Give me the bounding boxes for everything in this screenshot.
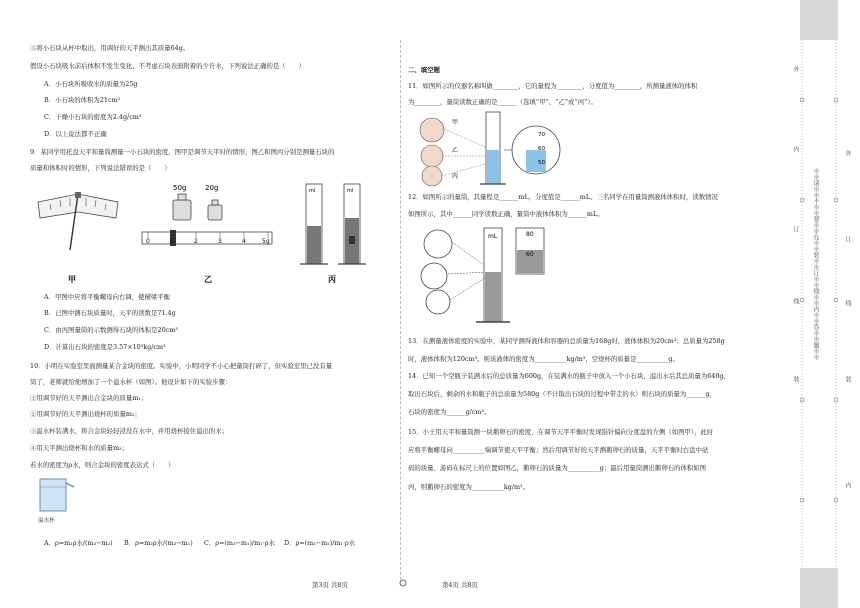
page-number-right: 第4页 共8页 <box>442 581 478 589</box>
q11-line1: 11．如图所示的仪器名称叫做________，它的量程为________，分度值为________，所测量液体的体积 <box>408 82 698 90</box>
gutter-bottom-band <box>800 568 838 608</box>
q10-stem-line2: 筒了，老师就给他增加了一个溢水杯（如图）。他设计如下的实验步骤： <box>30 378 232 386</box>
page-number-left: 第3页 共8页 <box>312 581 348 589</box>
weight-20g-label: 20g <box>205 184 219 192</box>
tick-5: 5g <box>262 238 270 245</box>
q8-option-d: D．以上说法都不正确 <box>44 130 107 138</box>
face-yi <box>421 145 443 167</box>
q12-figure <box>408 222 558 330</box>
q9-option-a: A．甲图中应将平衡螺母向右调，使横梁平衡 <box>44 293 171 301</box>
q11-label-jia: 甲 <box>452 119 459 126</box>
q14-line1: 14．已知一个空瓶子装满水后的总质量为600g，在装满水的瓶子中放入一个小石块，溢出水后其总质量为640g， <box>408 372 730 380</box>
tick-2: 2 <box>194 238 198 245</box>
q10-stem-line1: 10．小明在实验室里面测量某合金块的密度。实验中，小明同学不小心把量筒打碎了，但实验室里已没有量 <box>30 362 333 370</box>
q11-label-bing: 丙 <box>452 173 459 180</box>
q9-stem-line1: 9．某同学用托盘天平和量筒测量一小石块的密度，图甲是调节天平时的情形，图乙和图丙分别是测量石块的 <box>30 148 335 156</box>
tick-4: 4 <box>242 238 246 245</box>
q9-option-b: B．已图中测石块质量时，天平的读数是71.4g <box>44 309 176 317</box>
q10-option-a: A．ρ=m₁ρ水/(m₃−m₂) <box>44 539 113 547</box>
q11-scale-50: 50 <box>538 160 545 166</box>
tick-0: 0 <box>146 238 150 245</box>
q15-line4: 丙，则鹅卵石的密度为__________kg/m³。 <box>408 483 529 491</box>
q10-step5: 若水的密度为ρ水，则合金块的密度表达式（ ） <box>30 461 175 469</box>
face-jia <box>420 118 444 142</box>
binding-zhuang-right: 装 <box>844 376 851 382</box>
q12-face-mid <box>421 263 447 289</box>
q9-stem-line2: 质量和体积时的情形，下列说法错误的是（ ） <box>30 164 171 172</box>
q8-option-a: A．小石块所吸收水的质量为25g <box>44 80 138 88</box>
tick-3: 3 <box>218 238 222 245</box>
overflow-cup-caption: 溢水杯 <box>38 518 55 524</box>
q8-step3: ③将小石块从杯中取出，用调好的天平测出其质量64g。 <box>30 44 190 52</box>
q12-zoom-60: 60 <box>526 251 534 258</box>
q10-option-c: C．ρ=(m₃−m₁)/m₁·ρ水 <box>204 539 275 547</box>
q9-option-c: C．由丙图量筒的示数测得石块的体积是20cm³ <box>44 326 178 334</box>
q15-line3: 码的质量、游码在标尺上的位置如图乙，鹅卵石的质量为__________g；最后用量筒测出鹅卵石的体积如图 <box>408 464 707 472</box>
fig-label-jia: 甲 <box>68 275 76 284</box>
section-title: 二、填空题 <box>408 66 440 74</box>
q11-scale-70: 70 <box>538 132 545 138</box>
cylinder-b-unit: ml <box>347 188 354 194</box>
q11-label-yi: 乙 <box>452 147 459 154</box>
right-column <box>408 0 790 575</box>
q10-step4: ④用天平测出烧杯和水的质量m₃； <box>30 444 129 452</box>
q12-face-bottom <box>426 290 450 314</box>
q10-option-d: D．ρ=(m₃−m₂)/m₁·ρ水 <box>284 539 356 547</box>
binding-ding-right: 订 <box>844 236 851 242</box>
q10-option-b: B．ρ=m₂ρ水/(m₃−m₁) <box>124 539 193 547</box>
fig-label-bing: 丙 <box>328 275 336 284</box>
left-column <box>30 0 395 575</box>
column-divider <box>400 40 401 580</box>
q11-figure <box>408 110 568 188</box>
binding-xian-top: 线 <box>792 298 799 304</box>
weight-50g-label: 50g <box>173 184 187 192</box>
q12-line2: 如图所示，其中______同学读数正确，量筒中液体体积为______mL。 <box>408 210 604 218</box>
q10-step1: ①用调节好的天平测出合金块的质量m₁； <box>30 394 148 402</box>
q12-unit: mL <box>488 233 498 240</box>
q15-line2: 应将平衡螺母向__________端调节使天平平衡；然后用调节好的天平测鹅卵石的质量，天平平衡时右盘中砝 <box>408 446 709 454</box>
binding-zhuang-top: 装 <box>792 376 799 382</box>
binding-inner-right: 内 <box>844 482 851 488</box>
weight-20g <box>208 200 222 220</box>
center-circle-icon <box>398 578 408 588</box>
q12-line1: 12．如图所示的量筒，其量程是______mL，分度值是______mL。三名同学在用量筒测液体体积时，读数情况 <box>408 193 718 201</box>
q8-option-b: B．小石块的体积为21cm³ <box>44 96 121 104</box>
q9-figure <box>30 178 395 288</box>
q12-face-top <box>424 230 452 258</box>
q10-step3: ③溢水杯装满水，将合金块轻轻浸没在水中，并用烧杯接住溢出的水； <box>30 427 229 435</box>
q15-line1: 15．小王用天平和量筒测一块鹅卵石的密度，在调节天平平衡时发现指针偏向分度盘的左侧（如图甲），此时 <box>408 428 714 436</box>
q14-line2: 取出石块后，剩余的水和瓶子的总质量为580g（不计取出石块的过程中带走的水）则石块的质量为______g， <box>408 390 716 398</box>
q8-option-c: C．干燥小石块的密度为2.4g/cm³ <box>44 113 142 121</box>
face-bing <box>422 166 442 186</box>
q13-line2: 时，液体体积为120cm³。则该液体的密度为__________kg/m³，空烧杯的质量是__________g。 <box>408 355 679 363</box>
binding-warning: ※※请※※不※※要※※在※※装※※订※※线※※内※※答※※题※※ <box>812 168 819 360</box>
binding-inner-top: 内 <box>792 146 799 152</box>
binding-xian-right: 线 <box>844 300 851 306</box>
q11-scale-60: 60 <box>538 146 545 152</box>
q13-line1: 13．在测量液体密度的实验中，某同学测得液体和容器的总质量为168g时，液体体积为20cm³；总质量为258g <box>408 337 725 345</box>
overflow-cup-figure <box>36 475 76 515</box>
cylinder-a <box>300 184 328 264</box>
tick-1: 1 <box>170 238 174 245</box>
binding-ding-top: 订 <box>792 226 799 232</box>
q9-option-d: D．计算出石块的密度是3.57×10³kg/cm³ <box>44 343 166 351</box>
rider-scale <box>142 232 272 244</box>
q12-zoom-80: 80 <box>526 231 534 238</box>
fig-label-yi: 乙 <box>204 275 212 284</box>
binding-outer-right: 外 <box>844 150 851 156</box>
q8-stem: 假设小石块吸水前后体积不发生变化，不考虑石块表面附着的少许水，下列说法正确的是（ ） <box>30 62 305 70</box>
binding-outer-top: 外 <box>792 66 799 72</box>
cylinder-a-unit: ml <box>309 188 316 194</box>
weight-50g <box>173 194 191 220</box>
gutter-top-band <box>800 0 838 40</box>
q11-line2: 为________，量筒读数正确的是______（选填“甲”、“乙”或“丙”）。 <box>408 98 597 106</box>
cylinder-b <box>338 184 366 264</box>
q10-step2: ②用调节好的天平测出烧杯的质量m₂； <box>30 410 141 418</box>
q14-line3: 石块的密度为______g/cm³。 <box>408 408 491 416</box>
